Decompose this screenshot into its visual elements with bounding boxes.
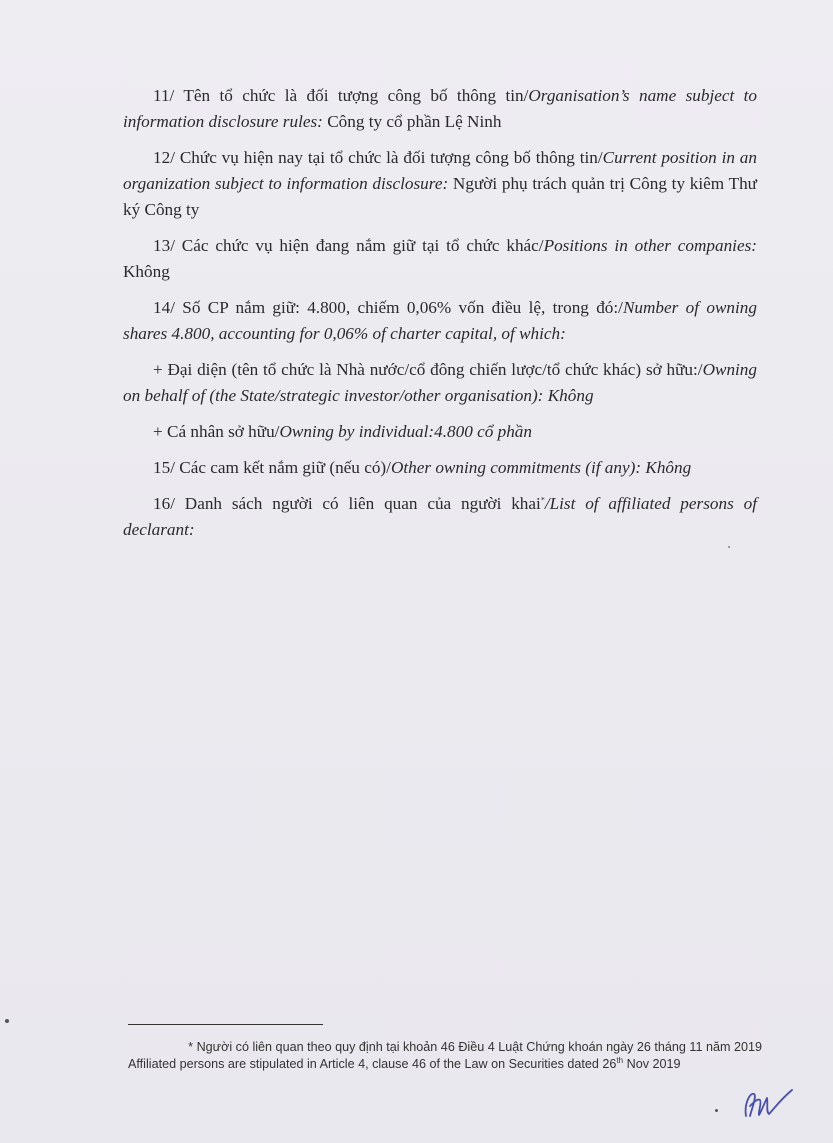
item-14-individual-vi: + Cá nhân sở hữu/ xyxy=(153,422,280,441)
item-12-vi: 12/ Chức vụ hiện nay tại tổ chức là đối tượng công bố thông tin/ xyxy=(153,148,603,167)
item-16 xyxy=(123,491,757,543)
item-11 xyxy=(123,83,757,135)
item-14-individual-en: Owning by individual:4.800 cổ phần xyxy=(279,422,532,441)
item-14-individual xyxy=(123,419,757,445)
item-14-vi: 14/ Số CP nắm giữ: 4.800, chiếm 0,06% vốn điều lệ, trong đó:/ xyxy=(153,298,623,317)
item-11-value: Công ty cổ phần Lệ Ninh xyxy=(322,112,502,131)
item-15 xyxy=(123,455,757,481)
item-15-en: Other owning commitments (if any): Không xyxy=(390,458,692,477)
scan-speck xyxy=(728,546,730,548)
item-16-en: /List of affiliated persons of declarant: xyxy=(123,494,757,539)
item-14-representation xyxy=(123,357,757,409)
footnote-en xyxy=(128,1056,768,1073)
item-11-vi: 11/ Tên tổ chức là đối tượng công bố thông tin/ xyxy=(153,86,529,105)
document-body xyxy=(123,83,757,553)
scan-speck xyxy=(715,1109,718,1112)
footnote xyxy=(128,1039,768,1073)
item-12-en: Current position in an organization subject to information disclosure: xyxy=(123,148,757,193)
footnote-vi: * Người có liên quan theo quy định tại khoản 46 Điều 4 Luật Chứng khoán ngày 26 tháng 11 năm 2019 xyxy=(188,1040,762,1054)
item-12-value: Người phụ trách quản trị Công ty kiêm Thư ký Công ty xyxy=(123,174,757,219)
footnote-en-date: Nov 2019 xyxy=(623,1057,681,1071)
item-14-representation-vi: + Đại diện (tên tổ chức là Nhà nước/cổ đông chiến lược/tổ chức khác) sở hữu:/ xyxy=(153,360,703,379)
item-12 xyxy=(123,145,757,223)
footnote-en-ordinal: th xyxy=(616,1055,624,1065)
signature-initials xyxy=(740,1082,800,1122)
item-16-vi: 16/ Danh sách người có liên quan của người khai xyxy=(153,494,541,513)
item-15-vi: 15/ Các cam kết nắm giữ (nếu có)/ xyxy=(153,458,391,477)
item-14 xyxy=(123,295,757,347)
item-14-representation-en: Owning on behalf of (the State/strategic investor/other organisation): Không xyxy=(123,360,757,405)
item-11-en: Organisation’s name subject to information disclosure rules: xyxy=(123,86,757,131)
footnote-divider xyxy=(128,1024,323,1025)
item-13-value: Không xyxy=(123,262,170,281)
item-14-en: Number of owning shares 4.800, accounting for 0,06% of charter capital, of which: xyxy=(123,298,757,343)
item-13-en: Positions in other companies: xyxy=(543,236,758,255)
item-13-vi: 13/ Các chức vụ hiện đang nắm giữ tại tổ chức khác/ xyxy=(153,236,544,255)
footnote-en-text: Affiliated persons are stipulated in Article 4, clause 46 of the Law on Securities dated 26 xyxy=(128,1057,617,1071)
footnote-marker: * xyxy=(540,495,545,505)
item-13 xyxy=(123,233,757,285)
scan-speck xyxy=(5,1019,9,1023)
